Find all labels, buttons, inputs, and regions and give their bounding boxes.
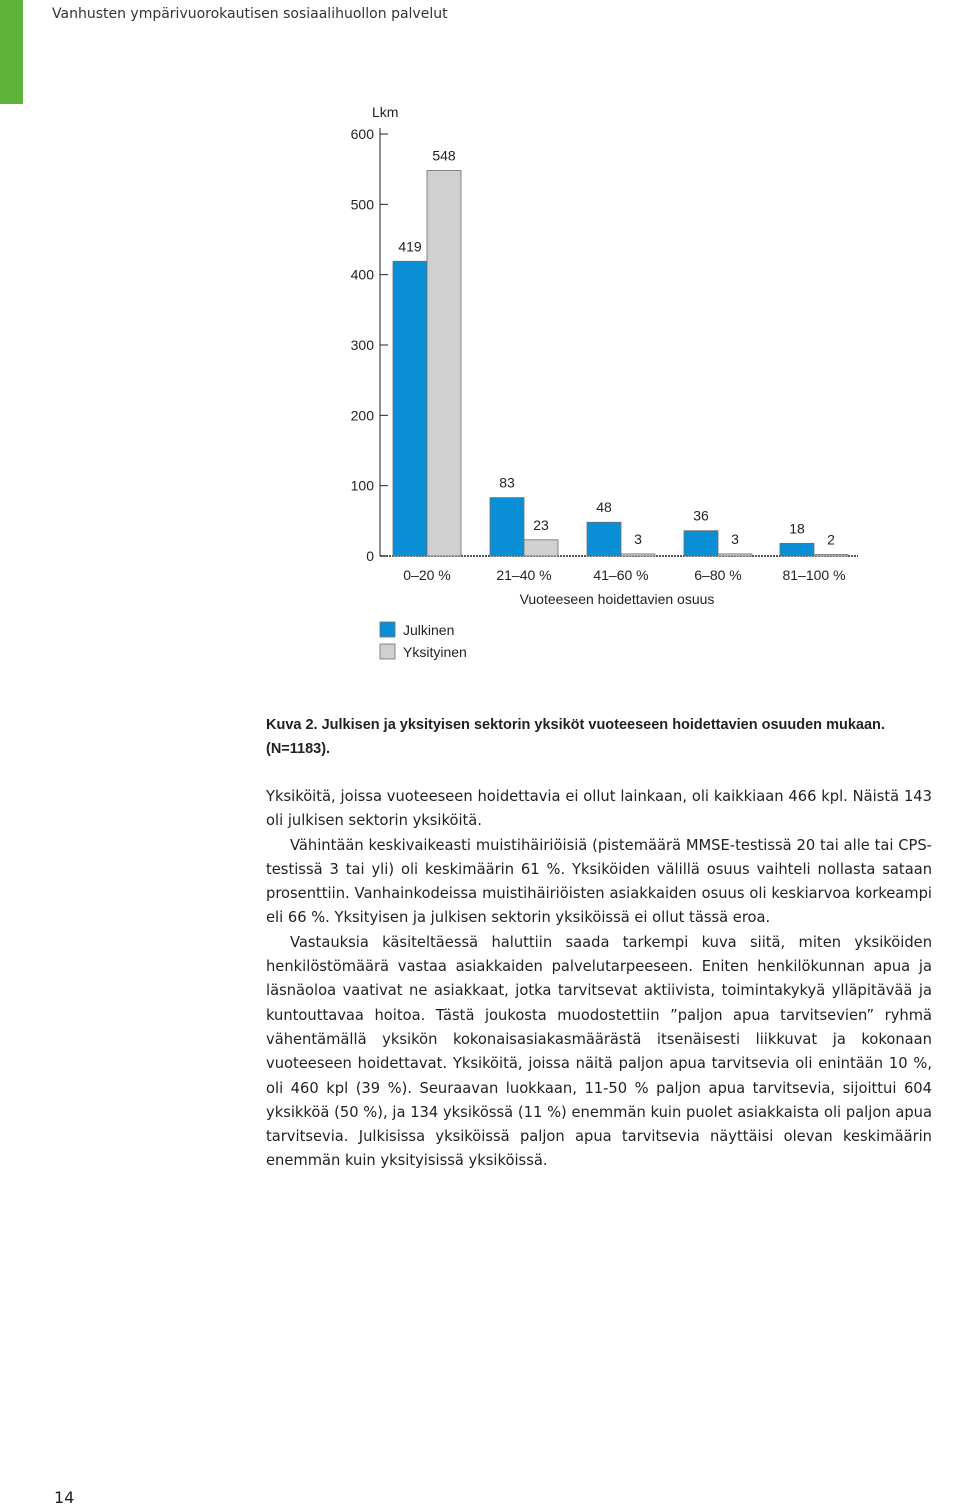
x-tick-label: 21–40 % <box>496 567 552 583</box>
x-tick-label: 6–80 % <box>694 567 742 583</box>
running-header: Vanhusten ympärivuorokautisen sosiaalihuollon palvelut <box>52 6 448 22</box>
y-tick-label: 100 <box>350 477 374 494</box>
bar-julkinen <box>587 522 621 556</box>
paragraph-2: Vähintään keskivaikeasti muistihäiriöisiä (pistemäärä MMSE-testissä 20 tai alle tai CPS-testissä 3 tai yli) oli keskimäärin 61 %. Yksiköiden välillä osuus vaihteli nollasta sataan prosenttiin. Vanhainkodeissa muistihäiriöisten asiakkaiden osuus oli keskiarvoa korkeampi eli 66 %. Yksityisen ja julkisen sektorin yksiköissä ei ollut tässä eroa. <box>266 836 932 927</box>
bar-julkinen <box>780 543 814 556</box>
figure-caption: Kuva 2. Julkisen ja yksityisen sektorin yksiköt vuoteeseen hoidettavien osuuden mukaan. (N=1183). <box>266 717 885 757</box>
body-text <box>266 785 932 1174</box>
y-tick-label: 0 <box>366 548 374 564</box>
legend-label: Yksityinen <box>403 644 467 660</box>
bar-value-label: 419 <box>398 238 422 255</box>
bar-value-label: 2 <box>827 531 835 548</box>
bar-yksityinen <box>814 555 848 557</box>
y-tick-label: 300 <box>350 337 374 353</box>
bar-julkinen <box>393 261 427 556</box>
bar-value-label: 48 <box>596 499 612 516</box>
bar-yksityinen <box>524 540 558 556</box>
bar-value-label: 548 <box>432 147 456 164</box>
bar-value-label: 3 <box>634 530 642 547</box>
bar-julkinen <box>684 531 718 556</box>
y-tick-label: 500 <box>350 196 374 213</box>
y-tick-label: 400 <box>350 266 374 283</box>
bar-yksityinen <box>621 554 655 556</box>
paragraph-3: Vastauksia käsiteltäessä haluttiin saada tarkempi kuva siitä, miten yksiköiden henkilöstömäärä vastaa asiakkaiden palvelutarpeeseen. Eniten henkilökunnan apua ja läsnäoloa vaativat ne asiakkaat, jotka tarvitsevat aktiivista, toimintakykyä ylläpitävää ja kuntouttavaa hoitoa. Tästä joukosta muodostettiin ”paljon apua tarvitsevien” ryhmä vähentämällä yksikön kokonaisasiakasmäärästä itsenäisesti liikkuvat ja kokonaan vuoteeseen hoidettavat. Yksiköitä, joissa näitä paljon apua tarvitsevia oli enintään 10 %, oli 460 kpl (39 %). Seuraavan luokkaan, 11-50 % paljon apua tarvitsevia, sijoittui 604 yksikköä (50 %), ja 134 yksikössä (11 %) enemmän kuin puolet asiakkaista oli paljon apua tarvitsevia. Julkisissa yksiköissä paljon apua tarvitsevia näyttäisi olevan keskimäärin enemmän kuin yksityisissä yksiköissä. <box>266 933 932 1170</box>
bar-chart <box>0 0 960 690</box>
x-tick-label: 41–60 % <box>593 567 649 583</box>
bar-value-label: 83 <box>499 474 515 491</box>
legend-swatch-yksityinen <box>380 644 395 659</box>
x-tick-label: 81–100 % <box>782 567 846 583</box>
x-tick-label: 0–20 % <box>403 567 451 583</box>
paragraph-1: Yksiköitä, joissa vuoteeseen hoidettavia ei ollut lainkaan, oli kaikkiaan 466 kpl. Näistä 143 oli julkisen sektorin yksiköitä. <box>266 788 932 830</box>
bar-yksityinen <box>718 554 752 556</box>
x-axis-label: Vuoteeseen hoidettavien osuus <box>519 591 715 607</box>
bar-value-label: 18 <box>789 520 805 537</box>
bar-julkinen <box>490 498 524 556</box>
bar-value-label: 3 <box>731 530 739 547</box>
page-number: 14 <box>54 1488 75 1507</box>
bar-yksityinen <box>427 171 461 556</box>
y-axis-label: Lkm <box>372 104 399 120</box>
legend-label: Julkinen <box>403 622 455 638</box>
legend-swatch-julkinen <box>380 622 395 637</box>
y-tick-label: 200 <box>350 407 374 424</box>
bar-value-label: 23 <box>533 516 549 533</box>
bar-value-label: 36 <box>693 507 709 524</box>
y-tick-label: 600 <box>350 126 374 142</box>
